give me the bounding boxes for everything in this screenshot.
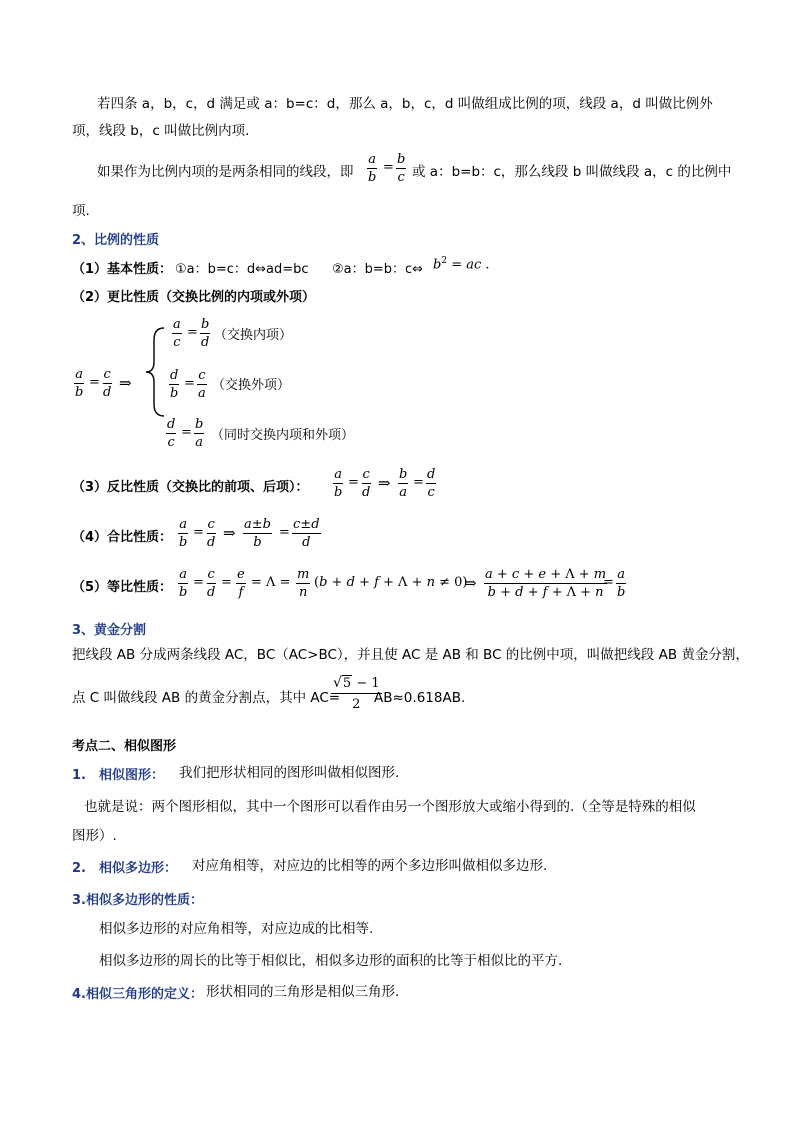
fraction-b-over-d: $\frac{b}{d}$ bbox=[201, 317, 210, 350]
item2-label: 2. 相似多边形： bbox=[72, 861, 177, 876]
equals-sign: = bbox=[193, 575, 204, 590]
section-heading-golden-section: 3、黄金分割 bbox=[72, 623, 147, 638]
equal-ratio-property-label: （5）等比性质： bbox=[72, 580, 173, 595]
item2-text: 对应角相等，对应边的比相等的两个多边形叫做相似多边形. bbox=[192, 858, 548, 874]
fraction-b-over-c: $\frac{b}{c}$ bbox=[397, 152, 406, 185]
equal-ratio-condition: (b + d + f + Λ + n ≠ 0) bbox=[314, 575, 468, 590]
equals-sign: = bbox=[383, 160, 394, 175]
fraction-c-over-d: $\frac{c}{d}$ bbox=[362, 467, 371, 500]
fraction-d-over-b: $\frac{d}{b}$ bbox=[170, 368, 179, 401]
fraction-a-over-b: $\frac{a}{b}$ bbox=[75, 367, 84, 400]
fraction-golden-ratio: $\frac{√5 - 1}{2}$ bbox=[333, 675, 380, 712]
fraction-e-over-f: $\frac{e}{f}$ bbox=[237, 567, 245, 600]
equals-sign: = bbox=[187, 325, 198, 340]
item4-text: 形状相同的三角形是相似三角形. bbox=[206, 984, 400, 1000]
equals-sign: = bbox=[89, 375, 100, 390]
implies-arrow: ⇒ bbox=[464, 574, 477, 592]
fraction-a-over-b: $\frac{a}{b}$ bbox=[334, 467, 343, 500]
equals-sign: = bbox=[221, 575, 232, 590]
swap-outer-note: （交换外项） bbox=[212, 378, 291, 393]
intro-line-2: 项，线段 b，c 叫做比例内项. bbox=[72, 123, 250, 139]
fraction-sum-numerators-over-sum-denominators: $\frac{a + c + e + \Lambda + m}{b + d + f + \Lambda + n}$ bbox=[485, 567, 607, 600]
swap-inner-note: （交换内项） bbox=[214, 328, 293, 343]
fraction-d-over-c: $\frac{d}{c}$ bbox=[167, 417, 176, 450]
implies-arrow: ⇒ bbox=[119, 374, 132, 392]
equals-sign: = bbox=[603, 575, 614, 590]
intro-line-4: 项. bbox=[72, 203, 90, 219]
item1-more-line-1: 也就是说：两个图形相似，其中一个图形可以看作由另一个图形放大或缩小得到的.（全等是特殊的相似 bbox=[84, 799, 696, 815]
item3-line-b: 相似多边形的周长的比等于相似比，相似多边形的面积的比等于相似比的平方. bbox=[99, 953, 563, 969]
implies-arrow: ⇒ bbox=[223, 524, 236, 542]
golden-line-2-pre: 点 C 叫做线段 AB 的黄金分割点，其中 AC= bbox=[72, 690, 341, 706]
fraction-d-over-c: $\frac{d}{c}$ bbox=[427, 467, 436, 500]
fraction-m-over-n: $\frac{m}{n}$ bbox=[297, 567, 310, 600]
equals-sign: = bbox=[413, 475, 424, 490]
equals-sign: = bbox=[184, 376, 195, 391]
fraction-b-over-a: $\frac{b}{a}$ bbox=[195, 417, 204, 450]
item3-label: 3.相似多边形的性质： bbox=[72, 893, 203, 908]
intro-line-3-post: 或 a：b=b：c，那么线段 b 叫做线段 a，c 的比例中 bbox=[412, 164, 732, 180]
fraction-c-over-d: $\frac{c}{d}$ bbox=[207, 567, 216, 600]
equals-sign: = bbox=[279, 525, 290, 540]
brace-icon bbox=[142, 326, 168, 418]
fraction-a-pm-b-over-b: $\frac{a\pm b}{b}$ bbox=[244, 517, 271, 550]
fraction-c-over-a: $\frac{c}{a}$ bbox=[198, 368, 206, 401]
item1-text: 我们把形状相同的图形叫做相似图形. bbox=[179, 765, 400, 781]
basic-property-2: ②a：b=b：c⇔ bbox=[332, 262, 424, 277]
fraction-b-over-a: $\frac{b}{a}$ bbox=[399, 467, 408, 500]
basic-property-label: （1）基本性质： bbox=[72, 262, 173, 277]
golden-line-1: 把线段 AB 分成两条线段 AC，BC（AC>BC），并且使 AC 是 AB 和 BC 的比例中项，叫做把线段 AB 黄金分割， bbox=[72, 647, 749, 663]
equals-sign: = bbox=[193, 525, 204, 540]
sum-property-label: （4）合比性质： bbox=[72, 530, 173, 545]
swap-both-note: （同时交换内项和外项） bbox=[211, 428, 355, 443]
fraction-a-over-c: $\frac{a}{c}$ bbox=[173, 317, 181, 350]
basic-property-1: ①a：b=c：d⇔ad=bc bbox=[175, 262, 309, 277]
equals-sign: = bbox=[181, 425, 192, 440]
intro-line-3-pre: 如果作为比例内项的是两条相同的线段，即 bbox=[97, 164, 354, 180]
fraction-c-over-d: $\frac{c}{d}$ bbox=[207, 517, 216, 550]
item3-line-a: 相似多边形的对应角相等，对应边成的比相等. bbox=[99, 921, 374, 937]
swap-property-label: （2）更比性质（交换比例的内项或外项） bbox=[72, 290, 316, 305]
intro-line-1: 若四条 a，b，c，d 满足或 a：b=c：d，那么 a，b，c，d 叫做组成比例的项，线段 a，d 叫做比例外 bbox=[97, 96, 713, 112]
item4-label: 4.相似三角形的定义： bbox=[72, 987, 203, 1002]
fraction-c-pm-d-over-d: $\frac{c\pm d}{d}$ bbox=[293, 517, 320, 550]
section-heading-similar-figures: 考点二、相似图形 bbox=[72, 739, 177, 754]
implies-arrow: ⇒ bbox=[378, 474, 391, 492]
fraction-a-over-b: $\frac{a}{b}$ bbox=[179, 517, 188, 550]
golden-line-2-post: AB≈0.618AB. bbox=[374, 690, 466, 706]
item1-more-line-2: 图形）. bbox=[72, 828, 117, 844]
fraction-a-over-b: $\frac{a}{b}$ bbox=[179, 567, 188, 600]
equals-sign: = bbox=[348, 475, 359, 490]
equals-lambda: = Λ = bbox=[251, 575, 291, 590]
fraction-a-over-b: $\frac{a}{b}$ bbox=[617, 567, 626, 600]
fraction-a-over-b: $\frac{a}{b}$ bbox=[368, 152, 377, 185]
item1-label: 1. 相似图形： bbox=[72, 768, 164, 783]
fraction-c-over-d: $\frac{c}{d}$ bbox=[103, 367, 112, 400]
inverse-property-label: （3）反比性质（交换比的前项、后项）： bbox=[72, 480, 309, 495]
basic-property-2-formula: $b^2$ = ac . bbox=[433, 256, 490, 273]
section-heading-ratio-properties: 2、比例的性质 bbox=[72, 233, 160, 248]
